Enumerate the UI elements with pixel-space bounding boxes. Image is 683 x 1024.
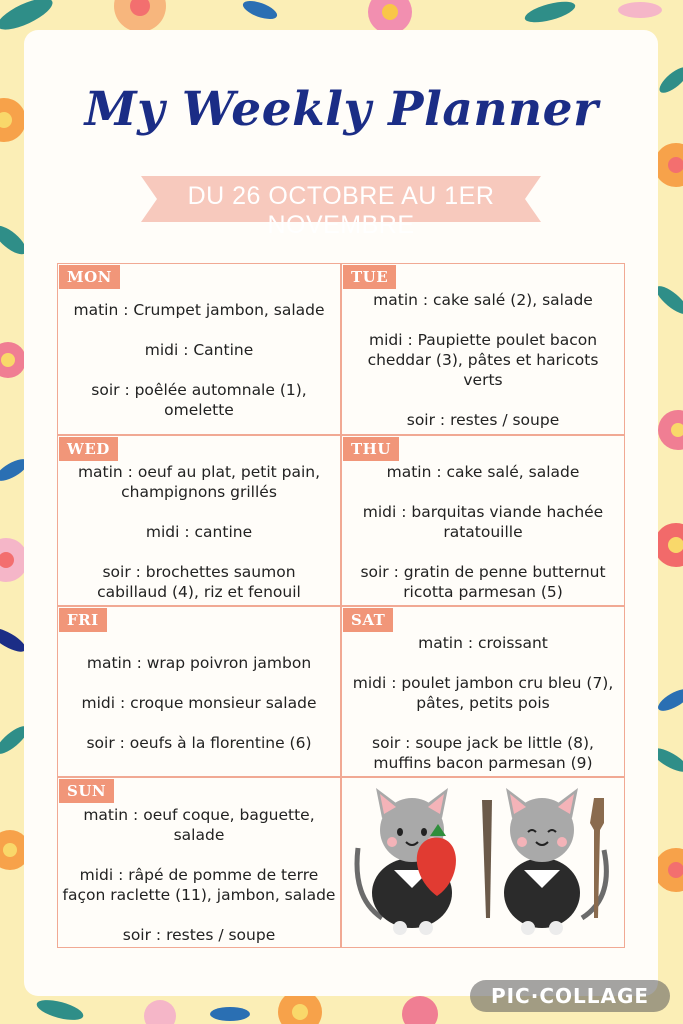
meal-line: midi : poulet jambon cru bleu (7), xyxy=(352,674,614,692)
meal-line: ratatouille xyxy=(443,523,523,541)
meal-line: soir : gratin de penne butternut xyxy=(360,563,606,581)
meal-line: soir : soupe jack be little (8), xyxy=(372,734,594,752)
day-cell-mon xyxy=(57,286,341,434)
meal-line: champignons grillés xyxy=(121,483,277,501)
date-range-label: DU 26 OCTOBRE AU 1ER NOVEMBRE xyxy=(187,182,495,239)
meal-line: midi : cantine xyxy=(145,523,253,541)
meal-line: midi : croque monsieur salade xyxy=(81,694,317,712)
day-cell-fri xyxy=(57,630,341,776)
meal-line: matin : Crumpet jambon, salade xyxy=(73,301,325,319)
meal-line: muffins bacon parmesan (9) xyxy=(373,754,593,772)
day-tag-tue: TUE xyxy=(343,265,396,289)
day-tag-sun: SUN xyxy=(59,779,114,803)
meal-line: cheddar (3), pâtes et haricots xyxy=(367,351,599,369)
watermark-badge: PIC·COLLAGE xyxy=(470,980,670,1012)
meal-line: soir : restes / soupe xyxy=(406,411,560,429)
meal-line: façon raclette (11), jambon, salade xyxy=(62,885,336,904)
meal-line: matin : cake salé, salade xyxy=(386,463,580,481)
meal-line: soir : brochettes saumon xyxy=(102,563,296,581)
meal-line: midi : Paupiette poulet bacon xyxy=(368,331,598,349)
grid-divider xyxy=(57,434,625,436)
meal-line: salade xyxy=(173,825,225,844)
meal-line: soir : restes / soupe xyxy=(122,925,276,944)
cats-illustration xyxy=(342,778,624,947)
day-cell-wed xyxy=(57,459,341,605)
day-tag-fri: FRI xyxy=(59,608,107,632)
day-cell-sat xyxy=(341,630,625,776)
day-tag-sat: SAT xyxy=(343,608,393,632)
page-title: My Weekly Planner xyxy=(84,82,599,137)
cat-with-cutlery-icon xyxy=(482,788,606,935)
meal-line: ricotta parmesan (5) xyxy=(403,583,563,601)
meal-line: cabillaud (4), riz et fenouil xyxy=(97,583,301,601)
meal-line: midi : barquitas viande hachée xyxy=(362,503,604,521)
meal-line: midi : râpé de pomme de terre xyxy=(79,865,319,884)
meal-line: midi : Cantine xyxy=(144,341,254,359)
meal-line: matin : oeuf au plat, petit pain, xyxy=(77,463,321,481)
grid-divider xyxy=(57,605,625,607)
day-tag-thu: THU xyxy=(343,437,399,461)
cat-with-strawberry-icon xyxy=(357,788,456,935)
day-cell-sun xyxy=(57,801,341,948)
meal-line: verts xyxy=(463,371,503,389)
day-cell-tue xyxy=(341,286,625,434)
meal-line: omelette xyxy=(164,401,234,419)
meal-line: matin : wrap poivron jambon xyxy=(86,654,312,672)
day-tag-mon: MON xyxy=(59,265,120,289)
meal-line: soir : oeufs à la florentine (6) xyxy=(86,734,312,752)
meal-line: matin : cake salé (2), salade xyxy=(373,291,593,309)
meal-line: matin : croissant xyxy=(418,634,548,652)
meal-line: pâtes, petits pois xyxy=(416,694,550,712)
meal-line: matin : oeuf coque, baguette, xyxy=(83,805,315,824)
day-tag-wed: WED xyxy=(59,437,118,461)
day-cell-thu xyxy=(341,459,625,605)
meal-line: soir : poêlée automnale (1), xyxy=(91,381,307,399)
